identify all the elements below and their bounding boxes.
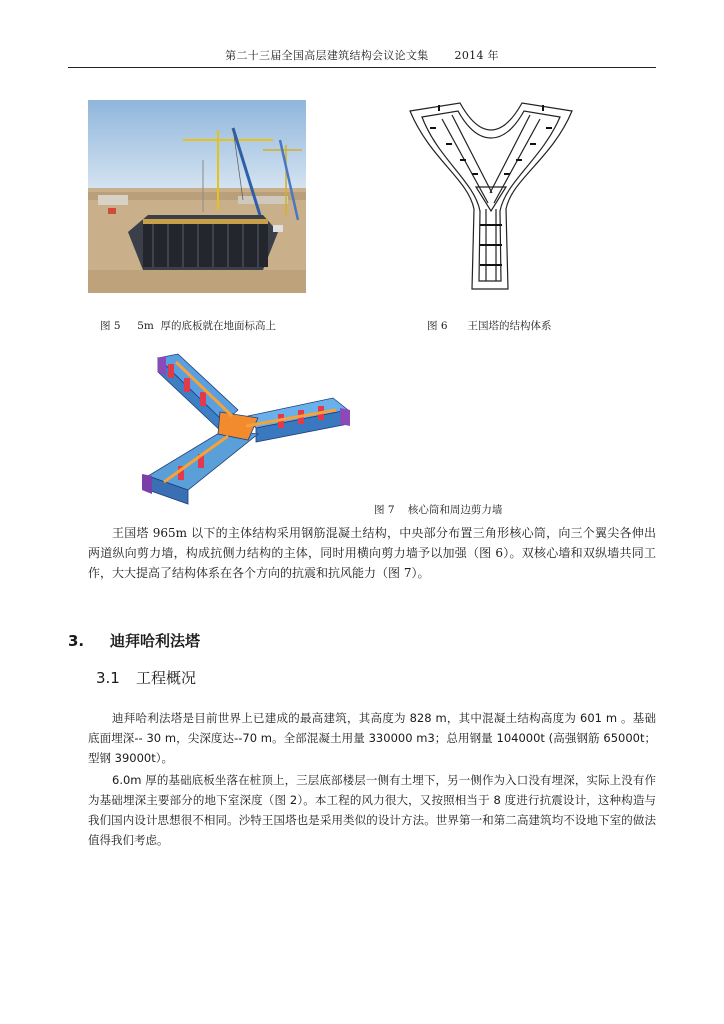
subsection-number: 3.1 — [96, 669, 120, 687]
paragraph-kingdom-tower: 王国塔 965m 以下的主体结构采用钢筋混凝土结构，中央部分布置三角形核心筒，向三个翼尖各伸出两道纵向剪力墙，构成抗侧力结构的主体，同时用横向剪力墙予以加强（图 6）。双核心墙和双纵墙共同工作，大大提高了结构体系在各个方向的抗震和抗风能力（图 7）。 — [88, 526, 656, 580]
subsection-title: 工程概况 — [136, 669, 197, 687]
figure-6-caption: 图 6 王国塔的结构体系 — [427, 320, 552, 332]
paragraph-burj-overview: 迪拜哈利法塔是目前世界上已建成的最高建筑，其高度为 828 m，其中混凝土结构高度为 601 m 。基础底面埋深-- 30 m，尖深度达--70 m。全部混凝土用量 330000 m3；总用钢量 104000t (高强钢筋 65000t；型钢 39000t）。 — [88, 711, 656, 765]
construction-site-image — [88, 100, 306, 293]
structural-plan-image — [402, 99, 580, 295]
running-header — [68, 47, 656, 68]
figure-5-photo — [88, 100, 306, 293]
section-heading — [68, 630, 200, 651]
paragraph-foundation: 6.0m 厚的基础底板坐落在桩顶上，三层底部楼层一侧有土埋下，另一侧作为入口没有埋深，实际上没有作为基础埋深主要部分的地下室深度（图 2）。本工程的风力很大，又按照相当于 8 度进行抗震设计，这种构造与我们国内设计思想很不相同。沙特王国塔也是采用类似的设计方法。世界第一和第二高建筑均不设地下室的做法值得我们考虑。 — [88, 773, 656, 847]
subsection-heading — [96, 667, 196, 688]
figure-7-caption: 图 7 核心筒和周边剪力墙 — [374, 504, 503, 516]
figure-6-plan-drawing — [402, 99, 580, 295]
figure-5-caption: 图 5 5m 厚的底板就在地面标高上 — [100, 320, 277, 332]
header-title: 第二十三届全国高层建筑结构会议论文集 — [225, 49, 429, 62]
section-title: 迪拜哈利法塔 — [110, 632, 201, 650]
core-shear-wall-model-image — [128, 350, 358, 506]
header-year: 2014 年 — [454, 49, 499, 62]
section-number: 3. — [68, 632, 85, 650]
figure-7-3d-model — [128, 350, 358, 506]
